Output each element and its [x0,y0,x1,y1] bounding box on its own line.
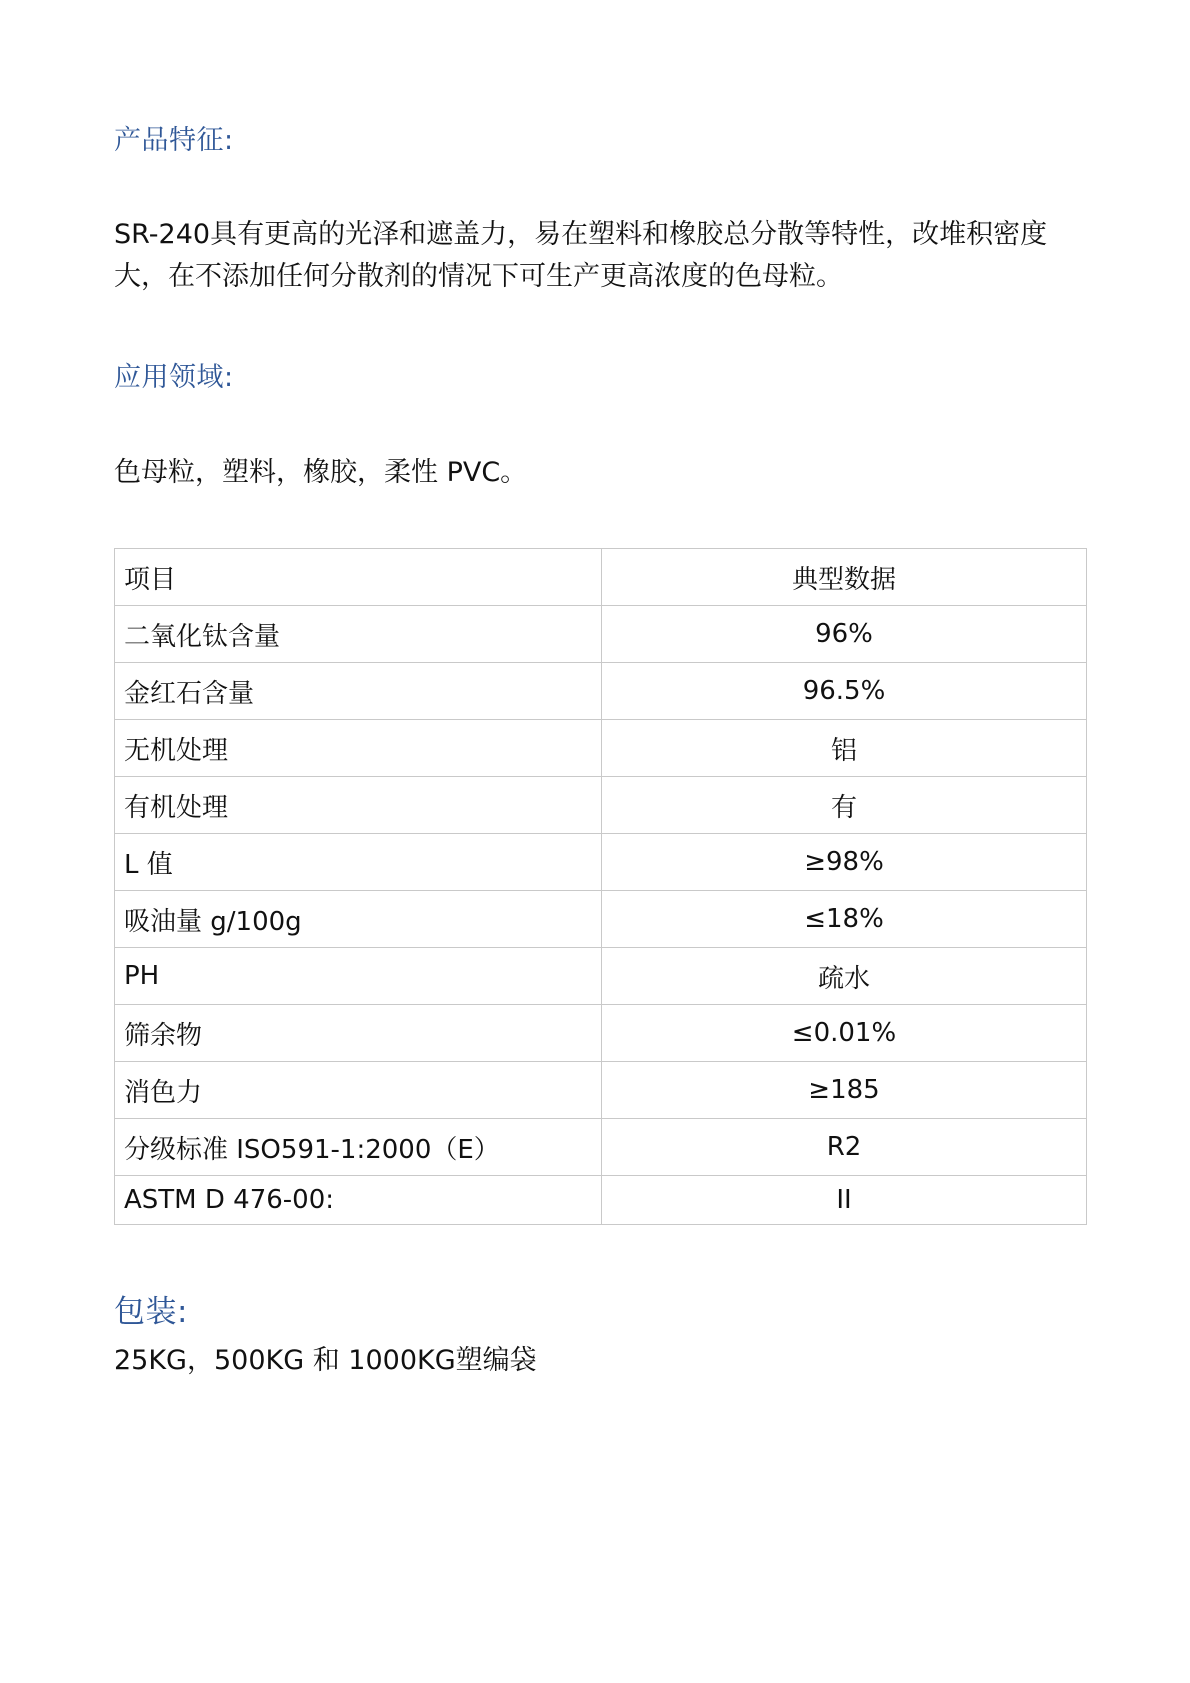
applications-heading: 应用领域: [114,362,234,393]
row-value: 疏水 [602,948,1087,1005]
row-value: ≤0.01% [602,1005,1087,1062]
row-value: ≥98% [602,834,1087,891]
row-item: PH [115,948,602,1005]
table-row [115,1062,1087,1119]
features-heading: 产品特征: [114,125,234,156]
row-item: 吸油量 g/100g [115,891,602,948]
header-value: 典型数据 [602,549,1087,606]
table-row [115,663,1087,720]
row-value: II [602,1176,1087,1225]
row-item: 消色力 [115,1062,602,1119]
table-header-row [115,549,1087,606]
row-value: ≤18% [602,891,1087,948]
row-value: ≥185 [602,1062,1087,1119]
row-value: 铝 [602,720,1087,777]
row-value: 96.5% [602,663,1087,720]
row-item: 无机处理 [115,720,602,777]
row-item: 金红石含量 [115,663,602,720]
row-item: 分级标准 ISO591-1:2000（E） [115,1119,602,1176]
table-row [115,1176,1087,1225]
row-item: 二氧化钛含量 [115,606,602,663]
table-row [115,720,1087,777]
row-item: L 值 [115,834,602,891]
table-row [115,777,1087,834]
features-paragraph-line-2: 大，在不添加任何分散剂的情况下可生产更高浓度的色母粒。 [114,261,843,292]
table-row [115,834,1087,891]
row-item: ASTM D 476-00: [115,1176,602,1225]
table-row [115,948,1087,1005]
header-item: 项目 [115,549,602,606]
row-item: 筛余物 [115,1005,602,1062]
table-row [115,1005,1087,1062]
features-paragraph-line-1: SR-240具有更高的光泽和遮盖力，易在塑料和橡胶总分散等特性，改堆积密度 [114,219,1048,250]
packaging-heading: 包装: [114,1294,188,1330]
features-paragraph [114,214,1104,298]
spec-table [114,548,1087,1225]
applications-paragraph: 色母粒，塑料，橡胶，柔性 PVC。 [114,457,528,488]
table-row [115,891,1087,948]
row-value: 有 [602,777,1087,834]
row-value: 96% [602,606,1087,663]
packaging-paragraph: 25KG，500KG 和 1000KG塑编袋 [114,1345,537,1376]
row-value: R2 [602,1119,1087,1176]
table-row [115,1119,1087,1176]
row-item: 有机处理 [115,777,602,834]
table-row [115,606,1087,663]
